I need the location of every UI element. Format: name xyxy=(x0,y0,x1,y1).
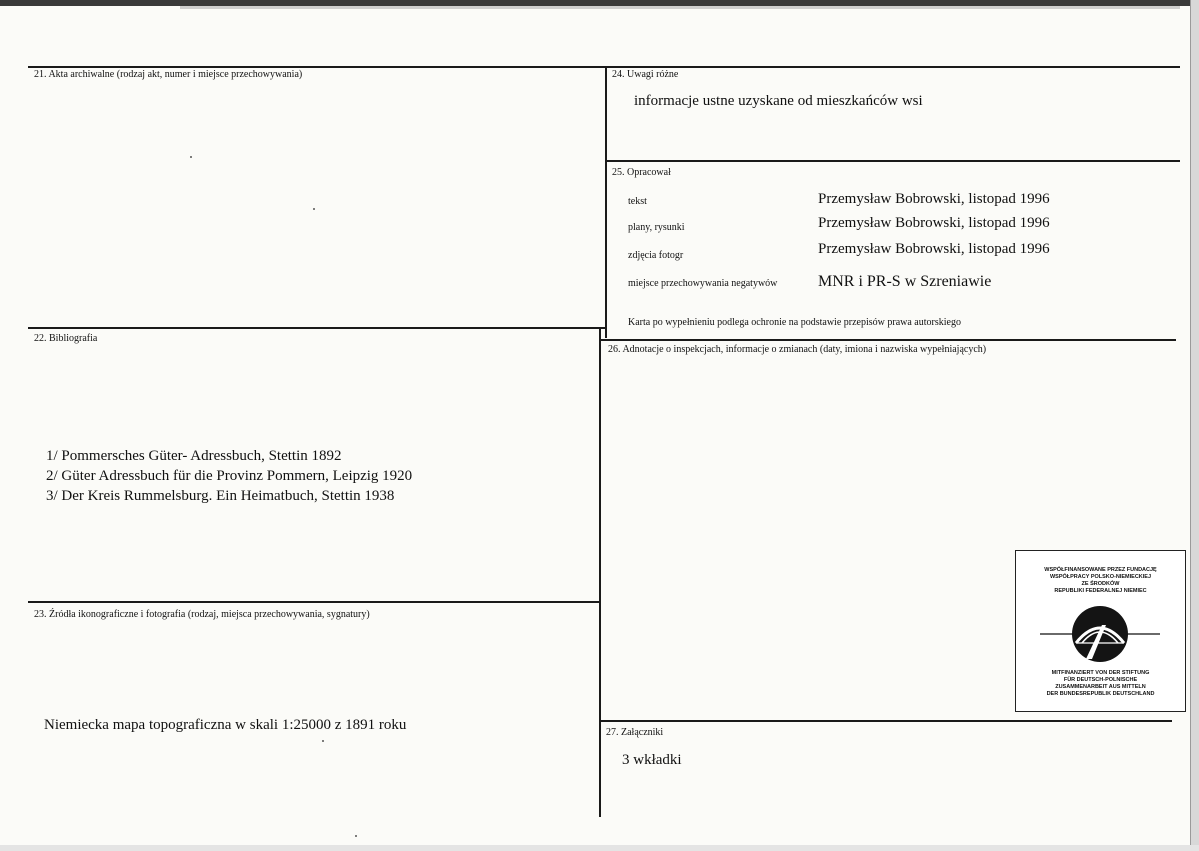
rule-22-bottom xyxy=(28,601,600,603)
stamp-polish-text xyxy=(1016,567,1185,595)
section-26-label: 26. Adnotacje o inspekcjach, informacje o zmianach (daty, imiona i nazwiska wypełniających) xyxy=(608,344,987,355)
section-25-row-label: zdjęcia fotogr xyxy=(628,250,684,261)
bibliography-item: 2/ Güter Adressbuch für die Provinz Pommern, Leipzig 1920 xyxy=(46,468,413,484)
funding-stamp xyxy=(1015,550,1186,712)
rule-top-left xyxy=(28,66,606,68)
section-23-value: Niemiecka mapa topograficzna w skali 1:25000 z 1891 roku xyxy=(44,717,407,733)
stamp-line: FÜR DEUTSCH-POLNISCHE xyxy=(1063,677,1138,683)
section-27-label: 27. Załączniki xyxy=(606,727,664,738)
stamp-line: WSPÓŁPRACY POLSKO-NIEMIECKIEJ xyxy=(1049,574,1152,580)
scan-speck xyxy=(313,208,315,210)
section-24-label: 24. Uwagi różne xyxy=(612,69,679,80)
section-21-label: 21. Akta archiwalne (rodzaj akt, numer i miejsce przechowywania) xyxy=(34,69,303,80)
section-25-row-label: tekst xyxy=(628,196,647,207)
foundation-bridge-logo-icon xyxy=(1040,603,1160,665)
rule-24-bottom xyxy=(606,160,1180,162)
section-25-copyright-note: Karta po wypełnieniu podlega ochronie na podstawie przepisów prawa autorskiego xyxy=(628,317,961,328)
section-25-row-value: MNR i PR-S w Szreniawie xyxy=(818,273,992,290)
bibliography-item: 3/ Der Kreis Rummelsburg. Ein Heimatbuch, Stettin 1938 xyxy=(46,488,395,504)
scan-edge-right xyxy=(1190,0,1199,851)
stamp-line: ZE ŚRODKÓW xyxy=(1081,581,1120,587)
scan-edge-bottom xyxy=(0,845,1199,851)
section-24-value: informacje ustne uzyskane od mieszkańców wsi xyxy=(634,93,923,109)
scan-speck xyxy=(355,835,357,837)
rule-center-upper xyxy=(605,66,607,338)
section-25-row-label: plany, rysunki xyxy=(628,222,685,233)
rule-25-bottom xyxy=(600,339,1176,341)
stamp-line: MITFINANZIERT VON DER STIFTUNG xyxy=(1051,670,1150,676)
stamp-german-text xyxy=(1016,670,1185,698)
section-25-row-label: miejsce przechowywania negatywów xyxy=(628,278,778,289)
stamp-line: REPUBLIKI FEDERALNEJ NIEMIEC xyxy=(1054,588,1147,594)
rule-top-right xyxy=(606,66,1180,68)
section-25-row-value: Przemysław Bobrowski, listopad 1996 xyxy=(818,191,1050,207)
section-22-label: 22. Bibliografia xyxy=(34,333,98,344)
bibliography-list xyxy=(46,446,412,506)
section-25-row-value: Przemysław Bobrowski, listopad 1996 xyxy=(818,215,1050,231)
stamp-line: DER BUNDESREPUBLIK DEUTSCHLAND xyxy=(1046,691,1155,697)
bibliography-item: 1/ Pommersches Güter- Adressbuch, Stettin 1892 xyxy=(46,448,342,464)
section-23-label: 23. Źródła ikonograficzne i fotografia (rodzaj, miejsca przechowywania, sygnatury) xyxy=(34,609,370,620)
rule-21-bottom xyxy=(28,327,606,329)
stamp-line: ZUSAMMENARBEIT AUS MITTELN xyxy=(1055,684,1146,690)
rule-center-lower xyxy=(599,327,601,817)
section-25-label: 25. Opracował xyxy=(612,167,671,178)
section-27-value: 3 wkładki xyxy=(622,752,682,768)
rule-26-bottom xyxy=(600,720,1172,722)
section-25-row-value: Przemysław Bobrowski, listopad 1996 xyxy=(818,241,1050,257)
scan-speck xyxy=(322,740,324,742)
scan-speck xyxy=(190,156,192,158)
scan-edge-top-shadow xyxy=(180,6,1180,9)
stamp-line: WSPÓŁFINANSOWANE PRZEZ FUNDACJĘ xyxy=(1044,567,1157,573)
